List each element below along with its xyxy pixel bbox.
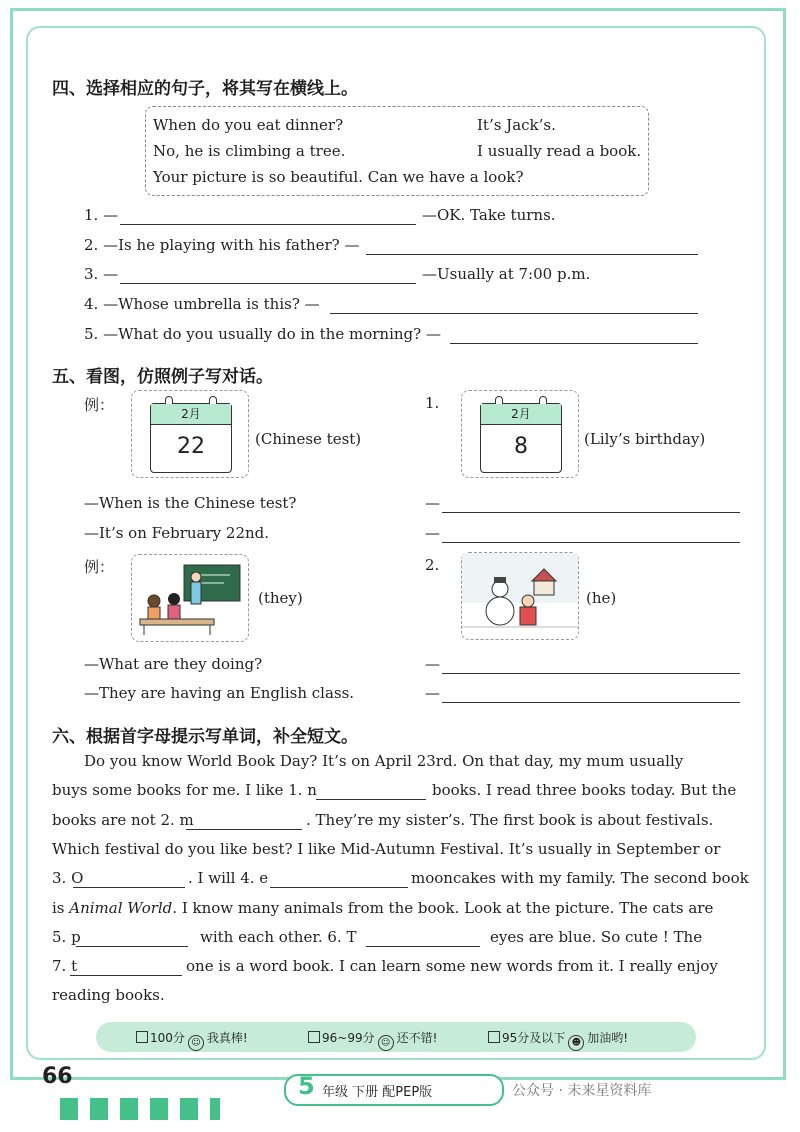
grade-text: 年级 下册 配PEP版 — [322, 1085, 433, 1100]
page-number: 66 — [42, 1064, 73, 1089]
footer-tab — [210, 1098, 220, 1120]
score-100 — [136, 1029, 248, 1051]
q1-blank-2[interactable] — [442, 542, 740, 543]
calendar-day: 8 — [514, 434, 528, 459]
option-1: When do you eat dinner? — [153, 116, 344, 134]
option-4: I usually read a book. — [477, 142, 642, 160]
grade-number: 5 — [298, 1072, 315, 1100]
option-3: No, he is climbing a tree. — [153, 142, 346, 160]
section-4-title: 四、选择相应的句子，将其写在横线上。 — [52, 79, 358, 99]
blank-4[interactable] — [270, 887, 408, 888]
item-1-pre: 1. — — [84, 206, 119, 224]
calendar-month: 2月 — [151, 404, 231, 425]
section-6-title: 六、根据首字母提示写单词，补全短文。 — [52, 727, 358, 747]
passage-line-6a: is — [52, 899, 70, 917]
checkbox[interactable] — [488, 1031, 500, 1043]
q1-dash-1: — — [425, 494, 440, 512]
caption-he: (he) — [586, 589, 617, 607]
calendar-day: 22 — [177, 434, 205, 459]
passage-line-1: Do you know World Book Day? It’s on April 23rd. On that day, my mum usually — [84, 752, 684, 770]
footer-tab — [60, 1098, 78, 1120]
blank-1[interactable] — [316, 799, 426, 800]
grade-badge — [284, 1074, 504, 1106]
classroom-picture — [131, 554, 249, 642]
ex2-question: —What are they doing? — [84, 655, 263, 673]
caption-they: (they) — [258, 589, 303, 607]
example-label-2: 例： — [84, 558, 115, 576]
q1-number: 1. — [425, 394, 440, 412]
score-96-comment: 还不错! — [396, 1031, 438, 1045]
option-5: Your picture is so beautiful. Can we have a look? — [153, 168, 524, 186]
score-96-label: 96~99分 — [322, 1031, 375, 1045]
footer-tab — [120, 1098, 138, 1120]
item-1-post: —OK. Take turns. — [422, 206, 556, 224]
calendar-month: 2月 — [481, 404, 561, 425]
caption-chinese-test: (Chinese test) — [255, 430, 362, 448]
item-1-blank[interactable] — [120, 224, 416, 225]
calendar-example — [131, 390, 249, 478]
score-100-comment: 我真棒! — [206, 1031, 248, 1045]
option-2: It’s Jack’s. — [477, 116, 556, 134]
passage-line-7c: eyes are blue. So cute ! The — [490, 928, 703, 946]
section-5-title: 五、看图，仿照例子写对话。 — [52, 367, 273, 387]
item-2-blank[interactable] — [366, 254, 698, 255]
item-2-pre: 2. —Is he playing with his father? — — [84, 236, 360, 254]
q1-dash-2: — — [425, 524, 440, 542]
item-3-blank[interactable] — [120, 283, 416, 284]
ex1-answer: —It’s on February 22nd. — [84, 524, 270, 542]
cheer-face-icon: ☻ — [568, 1035, 584, 1051]
watermark-text: 公众号 · 未来星资料库 — [512, 1083, 652, 1099]
smile-face-icon: ☺ — [378, 1035, 394, 1051]
passage-line-4: Which festival do you like best? I like Mid-Autumn Festival. It’s usually in September or — [52, 840, 721, 858]
item-3-post: —Usually at 7:00 p.m. — [422, 265, 591, 283]
snowman-picture — [461, 552, 579, 640]
checkbox[interactable] — [308, 1031, 320, 1043]
blank-5[interactable] — [76, 946, 188, 947]
blank-7[interactable] — [70, 975, 182, 976]
item-3-pre: 3. — — [84, 265, 119, 283]
score-95-label: 95分及以下 — [502, 1031, 566, 1045]
passage-line-7a: 5. p — [52, 928, 81, 946]
q2-blank-2[interactable] — [442, 702, 740, 703]
q2-dash-2: — — [425, 684, 440, 702]
item-5-blank[interactable] — [450, 343, 698, 344]
score-96 — [308, 1029, 437, 1051]
blank-6[interactable] — [366, 946, 480, 947]
passage-line-8a: 7. t — [52, 957, 78, 975]
passage-line-5b: . I will 4. e — [188, 869, 269, 887]
q2-number: 2. — [425, 556, 440, 574]
footer-tab — [90, 1098, 108, 1120]
book-title: Animal World — [69, 899, 173, 917]
passage-line-6b: . I know many animals from the book. Look at the picture. The cats are — [172, 899, 714, 917]
blank-3[interactable] — [73, 887, 185, 888]
footer-tab — [150, 1098, 168, 1120]
snowman-scene-icon — [462, 553, 578, 639]
example-label-1: 例： — [84, 396, 115, 414]
classroom-scene-icon — [132, 555, 248, 641]
item-4-pre: 4. —Whose umbrella is this? — — [84, 295, 320, 313]
passage-line-3a: books are not 2. m — [52, 811, 194, 829]
passage-line-3b: . They’re my sister’s. The first book is about festivals. — [306, 811, 714, 829]
passage-line-7b: with each other. 6. T — [200, 928, 357, 946]
passage-line-8b: one is a word book. I can learn some new words from it. I really enjoy — [186, 957, 718, 975]
score-95-comment: 加油哟! — [587, 1031, 629, 1045]
passage-line-6 — [52, 899, 713, 917]
score-100-label: 100分 — [150, 1031, 185, 1045]
calendar-q1 — [461, 390, 579, 478]
q2-dash-1: — — [425, 655, 440, 673]
item-5-pre: 5. —What do you usually do in the morning? — — [84, 325, 441, 343]
passage-line-5c: mooncakes with my family. The second book — [411, 869, 749, 887]
passage-line-5a: 3. O — [52, 869, 84, 887]
q2-blank-1[interactable] — [442, 673, 740, 674]
ex1-question: —When is the Chinese test? — [84, 494, 297, 512]
footer-tab — [180, 1098, 198, 1120]
checkbox[interactable] — [136, 1031, 148, 1043]
passage-line-2a: buys some books for me. I like 1. n — [52, 781, 317, 799]
ex2-answer: —They are having an English class. — [84, 684, 355, 702]
score-95 — [488, 1029, 628, 1051]
q1-blank-1[interactable] — [442, 512, 740, 513]
caption-birthday: (Lily’s birthday) — [584, 430, 706, 448]
passage-line-2b: books. I read three books today. But the — [432, 781, 737, 799]
smile-face-icon: ☺ — [188, 1035, 204, 1051]
item-4-blank[interactable] — [330, 313, 698, 314]
passage-line-9: reading books. — [52, 986, 165, 1004]
score-bar — [96, 1022, 696, 1052]
blank-2[interactable] — [186, 829, 302, 830]
